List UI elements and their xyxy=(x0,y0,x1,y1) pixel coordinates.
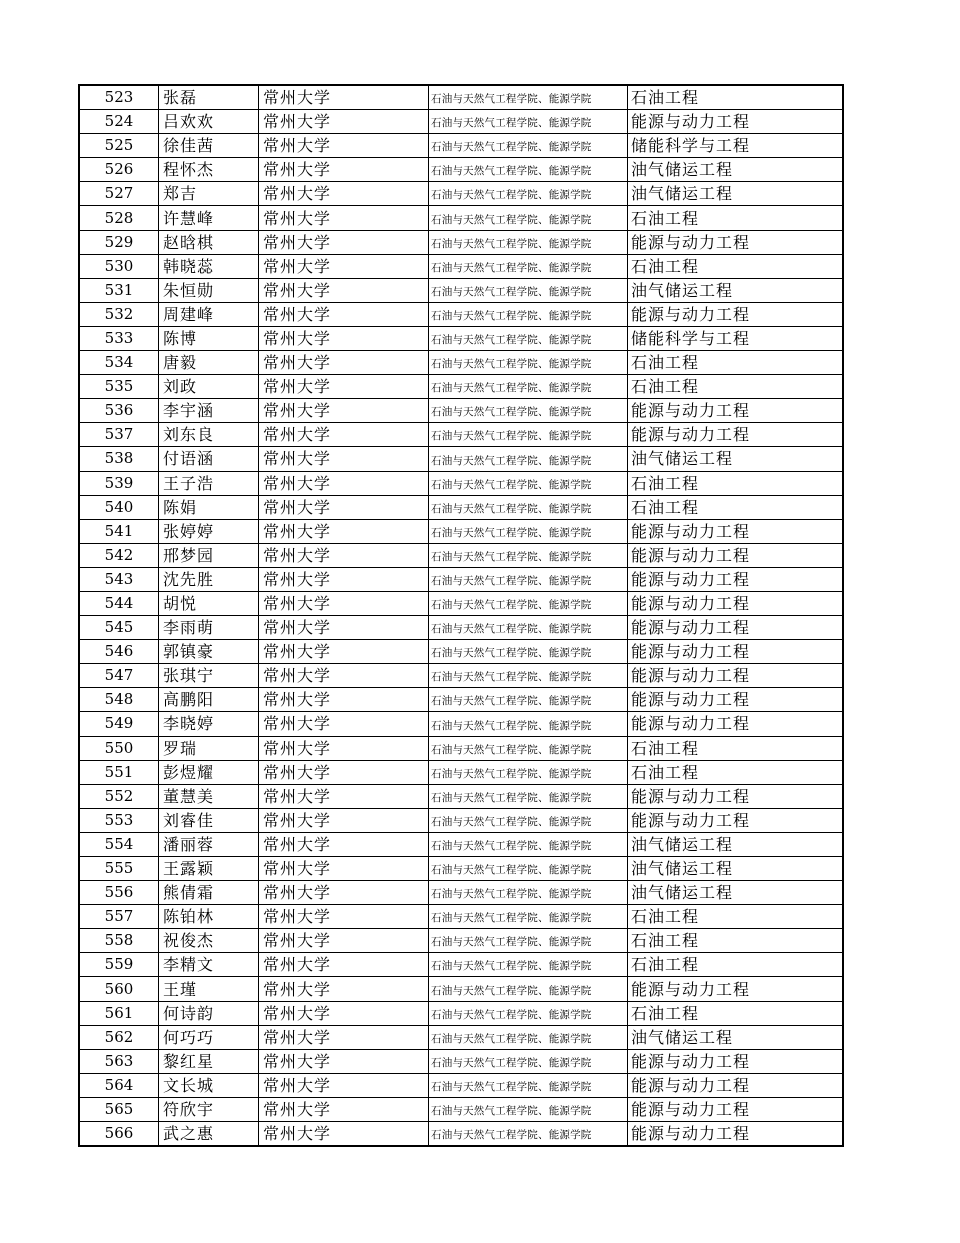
row-number: 552 xyxy=(79,784,159,808)
row-number: 566 xyxy=(79,1122,159,1147)
university-name: 常州大学 xyxy=(259,399,429,423)
student-name: 李宇涵 xyxy=(159,399,259,423)
college-name: 石油与天然气工程学院、能源学院 xyxy=(429,664,628,688)
university-name: 常州大学 xyxy=(259,664,429,688)
major-name: 能源与动力工程 xyxy=(628,567,844,591)
student-name: 李精文 xyxy=(159,953,259,977)
student-name: 胡悦 xyxy=(159,591,259,615)
college-name: 石油与天然气工程学院、能源学院 xyxy=(429,254,628,278)
row-number: 562 xyxy=(79,1025,159,1049)
student-name: 何诗韵 xyxy=(159,1001,259,1025)
row-number: 531 xyxy=(79,278,159,302)
college-name: 石油与天然气工程学院、能源学院 xyxy=(429,832,628,856)
table-row xyxy=(79,929,843,953)
major-name: 能源与动力工程 xyxy=(628,688,844,712)
major-name: 油气储运工程 xyxy=(628,158,844,182)
table-row xyxy=(79,182,843,206)
major-name: 油气储运工程 xyxy=(628,857,844,881)
student-name: 符欣宇 xyxy=(159,1097,259,1121)
major-name: 能源与动力工程 xyxy=(628,640,844,664)
major-name: 储能科学与工程 xyxy=(628,134,844,158)
student-name: 祝俊杰 xyxy=(159,929,259,953)
student-name: 王子浩 xyxy=(159,471,259,495)
university-name: 常州大学 xyxy=(259,640,429,664)
major-name: 能源与动力工程 xyxy=(628,399,844,423)
college-name: 石油与天然气工程学院、能源学院 xyxy=(429,591,628,615)
table-row xyxy=(79,85,843,110)
student-name: 徐佳茜 xyxy=(159,134,259,158)
major-name: 能源与动力工程 xyxy=(628,1122,844,1147)
college-name: 石油与天然气工程学院、能源学院 xyxy=(429,543,628,567)
major-name: 石油工程 xyxy=(628,254,844,278)
major-name: 石油工程 xyxy=(628,953,844,977)
college-name: 石油与天然气工程学院、能源学院 xyxy=(429,808,628,832)
row-number: 539 xyxy=(79,471,159,495)
college-name: 石油与天然气工程学院、能源学院 xyxy=(429,857,628,881)
major-name: 油气储运工程 xyxy=(628,1025,844,1049)
university-name: 常州大学 xyxy=(259,326,429,350)
student-name: 张琪宁 xyxy=(159,664,259,688)
university-name: 常州大学 xyxy=(259,230,429,254)
student-name: 吕欢欢 xyxy=(159,110,259,134)
college-name: 石油与天然气工程学院、能源学院 xyxy=(429,110,628,134)
row-number: 550 xyxy=(79,736,159,760)
row-number: 559 xyxy=(79,953,159,977)
table-row xyxy=(79,495,843,519)
student-name: 文长城 xyxy=(159,1073,259,1097)
row-number: 549 xyxy=(79,712,159,736)
row-number: 525 xyxy=(79,134,159,158)
college-name: 石油与天然气工程学院、能源学院 xyxy=(429,85,628,110)
row-number: 537 xyxy=(79,423,159,447)
table-row xyxy=(79,351,843,375)
university-name: 常州大学 xyxy=(259,302,429,326)
major-name: 石油工程 xyxy=(628,1001,844,1025)
college-name: 石油与天然气工程学院、能源学院 xyxy=(429,712,628,736)
table-row xyxy=(79,423,843,447)
college-name: 石油与天然气工程学院、能源学院 xyxy=(429,1122,628,1147)
student-name: 赵晗棋 xyxy=(159,230,259,254)
row-number: 565 xyxy=(79,1097,159,1121)
row-number: 542 xyxy=(79,543,159,567)
university-name: 常州大学 xyxy=(259,182,429,206)
university-name: 常州大学 xyxy=(259,254,429,278)
row-number: 529 xyxy=(79,230,159,254)
university-name: 常州大学 xyxy=(259,616,429,640)
row-number: 551 xyxy=(79,760,159,784)
university-name: 常州大学 xyxy=(259,881,429,905)
major-name: 能源与动力工程 xyxy=(628,1097,844,1121)
university-name: 常州大学 xyxy=(259,1001,429,1025)
university-name: 常州大学 xyxy=(259,857,429,881)
table-row xyxy=(79,977,843,1001)
major-name: 能源与动力工程 xyxy=(628,230,844,254)
university-name: 常州大学 xyxy=(259,158,429,182)
student-name: 郑吉 xyxy=(159,182,259,206)
college-name: 石油与天然气工程学院、能源学院 xyxy=(429,760,628,784)
major-name: 能源与动力工程 xyxy=(628,616,844,640)
college-name: 石油与天然气工程学院、能源学院 xyxy=(429,495,628,519)
row-number: 536 xyxy=(79,399,159,423)
college-name: 石油与天然气工程学院、能源学院 xyxy=(429,423,628,447)
college-name: 石油与天然气工程学院、能源学院 xyxy=(429,230,628,254)
student-name: 陈博 xyxy=(159,326,259,350)
university-name: 常州大学 xyxy=(259,784,429,808)
table-row xyxy=(79,664,843,688)
college-name: 石油与天然气工程学院、能源学院 xyxy=(429,447,628,471)
major-name: 能源与动力工程 xyxy=(628,784,844,808)
university-name: 常州大学 xyxy=(259,591,429,615)
student-name: 朱恒勋 xyxy=(159,278,259,302)
student-name: 沈先胜 xyxy=(159,567,259,591)
table-row xyxy=(79,543,843,567)
row-number: 534 xyxy=(79,351,159,375)
major-name: 油气储运工程 xyxy=(628,182,844,206)
university-name: 常州大学 xyxy=(259,1122,429,1147)
student-name: 刘政 xyxy=(159,375,259,399)
student-name: 李雨萌 xyxy=(159,616,259,640)
major-name: 石油工程 xyxy=(628,85,844,110)
student-name: 王瑾 xyxy=(159,977,259,1001)
college-name: 石油与天然气工程学院、能源学院 xyxy=(429,1073,628,1097)
table-row xyxy=(79,519,843,543)
table-row xyxy=(79,471,843,495)
major-name: 储能科学与工程 xyxy=(628,326,844,350)
college-name: 石油与天然气工程学院、能源学院 xyxy=(429,1097,628,1121)
major-name: 石油工程 xyxy=(628,471,844,495)
roster-sheet xyxy=(78,84,844,1147)
table-row xyxy=(79,134,843,158)
table-row xyxy=(79,616,843,640)
table-row xyxy=(79,254,843,278)
student-name: 罗瑞 xyxy=(159,736,259,760)
college-name: 石油与天然气工程学院、能源学院 xyxy=(429,953,628,977)
major-name: 石油工程 xyxy=(628,736,844,760)
row-number: 554 xyxy=(79,832,159,856)
university-name: 常州大学 xyxy=(259,423,429,447)
table-row xyxy=(79,1073,843,1097)
row-number: 527 xyxy=(79,182,159,206)
college-name: 石油与天然气工程学院、能源学院 xyxy=(429,302,628,326)
university-name: 常州大学 xyxy=(259,278,429,302)
row-number: 540 xyxy=(79,495,159,519)
college-name: 石油与天然气工程学院、能源学院 xyxy=(429,688,628,712)
major-name: 能源与动力工程 xyxy=(628,519,844,543)
college-name: 石油与天然气工程学院、能源学院 xyxy=(429,736,628,760)
table-row xyxy=(79,110,843,134)
table-row xyxy=(79,375,843,399)
university-name: 常州大学 xyxy=(259,447,429,471)
table-row xyxy=(79,736,843,760)
row-number: 561 xyxy=(79,1001,159,1025)
row-number: 526 xyxy=(79,158,159,182)
row-number: 546 xyxy=(79,640,159,664)
college-name: 石油与天然气工程学院、能源学院 xyxy=(429,519,628,543)
row-number: 543 xyxy=(79,567,159,591)
student-name: 黎红星 xyxy=(159,1049,259,1073)
university-name: 常州大学 xyxy=(259,760,429,784)
college-name: 石油与天然气工程学院、能源学院 xyxy=(429,134,628,158)
major-name: 能源与动力工程 xyxy=(628,1073,844,1097)
row-number: 533 xyxy=(79,326,159,350)
table-row xyxy=(79,688,843,712)
table-row xyxy=(79,302,843,326)
university-name: 常州大学 xyxy=(259,688,429,712)
university-name: 常州大学 xyxy=(259,351,429,375)
college-name: 石油与天然气工程学院、能源学院 xyxy=(429,977,628,1001)
row-number: 530 xyxy=(79,254,159,278)
college-name: 石油与天然气工程学院、能源学院 xyxy=(429,784,628,808)
table-row xyxy=(79,326,843,350)
student-name: 张磊 xyxy=(159,85,259,110)
university-name: 常州大学 xyxy=(259,543,429,567)
table-row xyxy=(79,881,843,905)
student-name: 彭煜耀 xyxy=(159,760,259,784)
college-name: 石油与天然气工程学院、能源学院 xyxy=(429,278,628,302)
roster-table xyxy=(78,84,844,1147)
college-name: 石油与天然气工程学院、能源学院 xyxy=(429,905,628,929)
table-row xyxy=(79,832,843,856)
university-name: 常州大学 xyxy=(259,953,429,977)
row-number: 558 xyxy=(79,929,159,953)
university-name: 常州大学 xyxy=(259,471,429,495)
major-name: 石油工程 xyxy=(628,351,844,375)
major-name: 能源与动力工程 xyxy=(628,591,844,615)
table-row xyxy=(79,447,843,471)
university-name: 常州大学 xyxy=(259,375,429,399)
student-name: 何巧巧 xyxy=(159,1025,259,1049)
table-row xyxy=(79,953,843,977)
major-name: 能源与动力工程 xyxy=(628,302,844,326)
university-name: 常州大学 xyxy=(259,712,429,736)
row-number: 548 xyxy=(79,688,159,712)
major-name: 石油工程 xyxy=(628,905,844,929)
table-row xyxy=(79,591,843,615)
major-name: 能源与动力工程 xyxy=(628,110,844,134)
student-name: 周建峰 xyxy=(159,302,259,326)
student-name: 刘东良 xyxy=(159,423,259,447)
college-name: 石油与天然气工程学院、能源学院 xyxy=(429,351,628,375)
student-name: 高鹏阳 xyxy=(159,688,259,712)
row-number: 547 xyxy=(79,664,159,688)
row-number: 523 xyxy=(79,85,159,110)
table-row xyxy=(79,905,843,929)
row-number: 560 xyxy=(79,977,159,1001)
student-name: 唐毅 xyxy=(159,351,259,375)
university-name: 常州大学 xyxy=(259,495,429,519)
row-number: 538 xyxy=(79,447,159,471)
college-name: 石油与天然气工程学院、能源学院 xyxy=(429,182,628,206)
major-name: 油气储运工程 xyxy=(628,447,844,471)
table-row xyxy=(79,230,843,254)
university-name: 常州大学 xyxy=(259,110,429,134)
college-name: 石油与天然气工程学院、能源学院 xyxy=(429,616,628,640)
row-number: 557 xyxy=(79,905,159,929)
table-row xyxy=(79,278,843,302)
student-name: 王露颖 xyxy=(159,857,259,881)
student-name: 郭镇豪 xyxy=(159,640,259,664)
university-name: 常州大学 xyxy=(259,206,429,230)
table-row xyxy=(79,1122,843,1147)
major-name: 石油工程 xyxy=(628,206,844,230)
university-name: 常州大学 xyxy=(259,832,429,856)
row-number: 563 xyxy=(79,1049,159,1073)
student-name: 付语涵 xyxy=(159,447,259,471)
row-number: 556 xyxy=(79,881,159,905)
student-name: 许慧峰 xyxy=(159,206,259,230)
student-name: 邢梦园 xyxy=(159,543,259,567)
major-name: 能源与动力工程 xyxy=(628,664,844,688)
row-number: 541 xyxy=(79,519,159,543)
major-name: 石油工程 xyxy=(628,375,844,399)
row-number: 532 xyxy=(79,302,159,326)
major-name: 油气储运工程 xyxy=(628,881,844,905)
college-name: 石油与天然气工程学院、能源学院 xyxy=(429,640,628,664)
table-row xyxy=(79,712,843,736)
row-number: 545 xyxy=(79,616,159,640)
table-row xyxy=(79,760,843,784)
row-number: 535 xyxy=(79,375,159,399)
row-number: 528 xyxy=(79,206,159,230)
table-row xyxy=(79,784,843,808)
table-row xyxy=(79,399,843,423)
university-name: 常州大学 xyxy=(259,1025,429,1049)
student-name: 潘丽蓉 xyxy=(159,832,259,856)
college-name: 石油与天然气工程学院、能源学院 xyxy=(429,206,628,230)
major-name: 石油工程 xyxy=(628,760,844,784)
major-name: 能源与动力工程 xyxy=(628,543,844,567)
college-name: 石油与天然气工程学院、能源学院 xyxy=(429,158,628,182)
table-row xyxy=(79,158,843,182)
major-name: 石油工程 xyxy=(628,929,844,953)
university-name: 常州大学 xyxy=(259,85,429,110)
student-name: 陈娟 xyxy=(159,495,259,519)
college-name: 石油与天然气工程学院、能源学院 xyxy=(429,929,628,953)
table-row xyxy=(79,857,843,881)
roster-body xyxy=(79,85,843,1146)
college-name: 石油与天然气工程学院、能源学院 xyxy=(429,1001,628,1025)
university-name: 常州大学 xyxy=(259,1097,429,1121)
row-number: 564 xyxy=(79,1073,159,1097)
university-name: 常州大学 xyxy=(259,977,429,1001)
major-name: 能源与动力工程 xyxy=(628,712,844,736)
university-name: 常州大学 xyxy=(259,736,429,760)
major-name: 能源与动力工程 xyxy=(628,808,844,832)
student-name: 张婷婷 xyxy=(159,519,259,543)
university-name: 常州大学 xyxy=(259,1073,429,1097)
student-name: 程怀杰 xyxy=(159,158,259,182)
university-name: 常州大学 xyxy=(259,567,429,591)
university-name: 常州大学 xyxy=(259,808,429,832)
student-name: 李晓婷 xyxy=(159,712,259,736)
major-name: 能源与动力工程 xyxy=(628,1049,844,1073)
row-number: 553 xyxy=(79,808,159,832)
major-name: 油气储运工程 xyxy=(628,832,844,856)
table-row xyxy=(79,1001,843,1025)
college-name: 石油与天然气工程学院、能源学院 xyxy=(429,471,628,495)
college-name: 石油与天然气工程学院、能源学院 xyxy=(429,567,628,591)
university-name: 常州大学 xyxy=(259,929,429,953)
university-name: 常州大学 xyxy=(259,519,429,543)
table-row xyxy=(79,206,843,230)
table-row xyxy=(79,567,843,591)
university-name: 常州大学 xyxy=(259,905,429,929)
major-name: 油气储运工程 xyxy=(628,278,844,302)
student-name: 武之惠 xyxy=(159,1122,259,1147)
major-name: 能源与动力工程 xyxy=(628,423,844,447)
table-row xyxy=(79,1049,843,1073)
row-number: 555 xyxy=(79,857,159,881)
student-name: 韩晓蕊 xyxy=(159,254,259,278)
student-name: 熊倩霜 xyxy=(159,881,259,905)
college-name: 石油与天然气工程学院、能源学院 xyxy=(429,881,628,905)
major-name: 能源与动力工程 xyxy=(628,977,844,1001)
table-row xyxy=(79,808,843,832)
college-name: 石油与天然气工程学院、能源学院 xyxy=(429,326,628,350)
student-name: 陈铂林 xyxy=(159,905,259,929)
row-number: 544 xyxy=(79,591,159,615)
university-name: 常州大学 xyxy=(259,134,429,158)
student-name: 刘睿佳 xyxy=(159,808,259,832)
row-number: 524 xyxy=(79,110,159,134)
table-row xyxy=(79,1097,843,1121)
student-name: 董慧美 xyxy=(159,784,259,808)
major-name: 石油工程 xyxy=(628,495,844,519)
university-name: 常州大学 xyxy=(259,1049,429,1073)
college-name: 石油与天然气工程学院、能源学院 xyxy=(429,399,628,423)
college-name: 石油与天然气工程学院、能源学院 xyxy=(429,375,628,399)
college-name: 石油与天然气工程学院、能源学院 xyxy=(429,1025,628,1049)
college-name: 石油与天然气工程学院、能源学院 xyxy=(429,1049,628,1073)
table-row xyxy=(79,640,843,664)
table-row xyxy=(79,1025,843,1049)
